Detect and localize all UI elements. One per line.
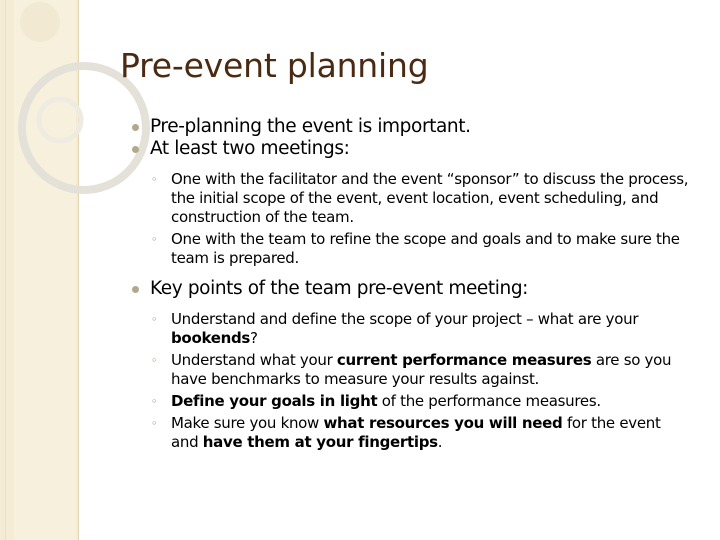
bold-term: Define your goals in light [171, 392, 378, 410]
sub-bullet-text: are so you have benchmarks to measure your results against. [171, 351, 672, 388]
bold-term: have them at your fingertips [202, 433, 438, 451]
bullet-text: Pre-planning the event is important. [150, 116, 471, 137]
sub-bullet-text: of the performance measures. [377, 392, 601, 410]
bold-term: bookends [171, 329, 251, 347]
bold-term: what resources you will need [323, 414, 563, 432]
sub-bullet-item [130, 230, 690, 268]
bullet-text: At least two meetings: [150, 138, 350, 159]
slide-title: Pre-event planning [120, 46, 429, 85]
sub-bullet-item [130, 351, 690, 389]
sub-bullet-item [130, 310, 690, 348]
bullet-text: Key points of the team pre-event meeting: [150, 278, 528, 299]
sub-bullet-icon: ◦ [151, 173, 158, 186]
bullet-dot-icon [132, 124, 139, 131]
sub-bullet-list [130, 170, 690, 268]
bullet-item [130, 116, 690, 138]
sub-bullet-text: . [437, 433, 443, 451]
deco-ring-small [39, 99, 81, 141]
sub-bullet-text: One with the team to refine the scope and goals and to make sure the team is prepared. [171, 230, 680, 267]
sub-bullet-text: Understand and define the scope of your project – what are your [171, 310, 639, 328]
sub-bullet-text: Make sure you know [171, 414, 324, 432]
bullet-dot-icon [132, 286, 139, 293]
bullet-item [130, 278, 690, 300]
sub-bullet-item [130, 170, 690, 227]
sub-bullet-icon: ◦ [151, 233, 158, 246]
bullet-dot-icon [132, 146, 139, 153]
sub-bullet-icon: ◦ [151, 395, 158, 408]
deco-dot [20, 2, 60, 42]
sub-bullet-list [130, 310, 690, 452]
sub-bullet-text: One with the facilitator and the event “sponsor” to discuss the process, the initial scope of the event, event location, event scheduling, and construction of the team. [171, 170, 689, 226]
sub-bullet-text: for the event and [171, 414, 661, 451]
sub-bullet-text: ? [250, 329, 258, 347]
slide-content [130, 116, 690, 462]
sub-bullet-icon: ◦ [151, 417, 158, 430]
sub-bullet-text: Understand what your [171, 351, 337, 369]
bullet-item [130, 138, 690, 160]
bold-term: current performance measures [336, 351, 592, 369]
sub-bullet-item [130, 392, 690, 411]
sub-bullet-icon: ◦ [151, 313, 158, 326]
sub-bullet-icon: ◦ [151, 354, 158, 367]
sub-bullet-item [130, 414, 690, 452]
